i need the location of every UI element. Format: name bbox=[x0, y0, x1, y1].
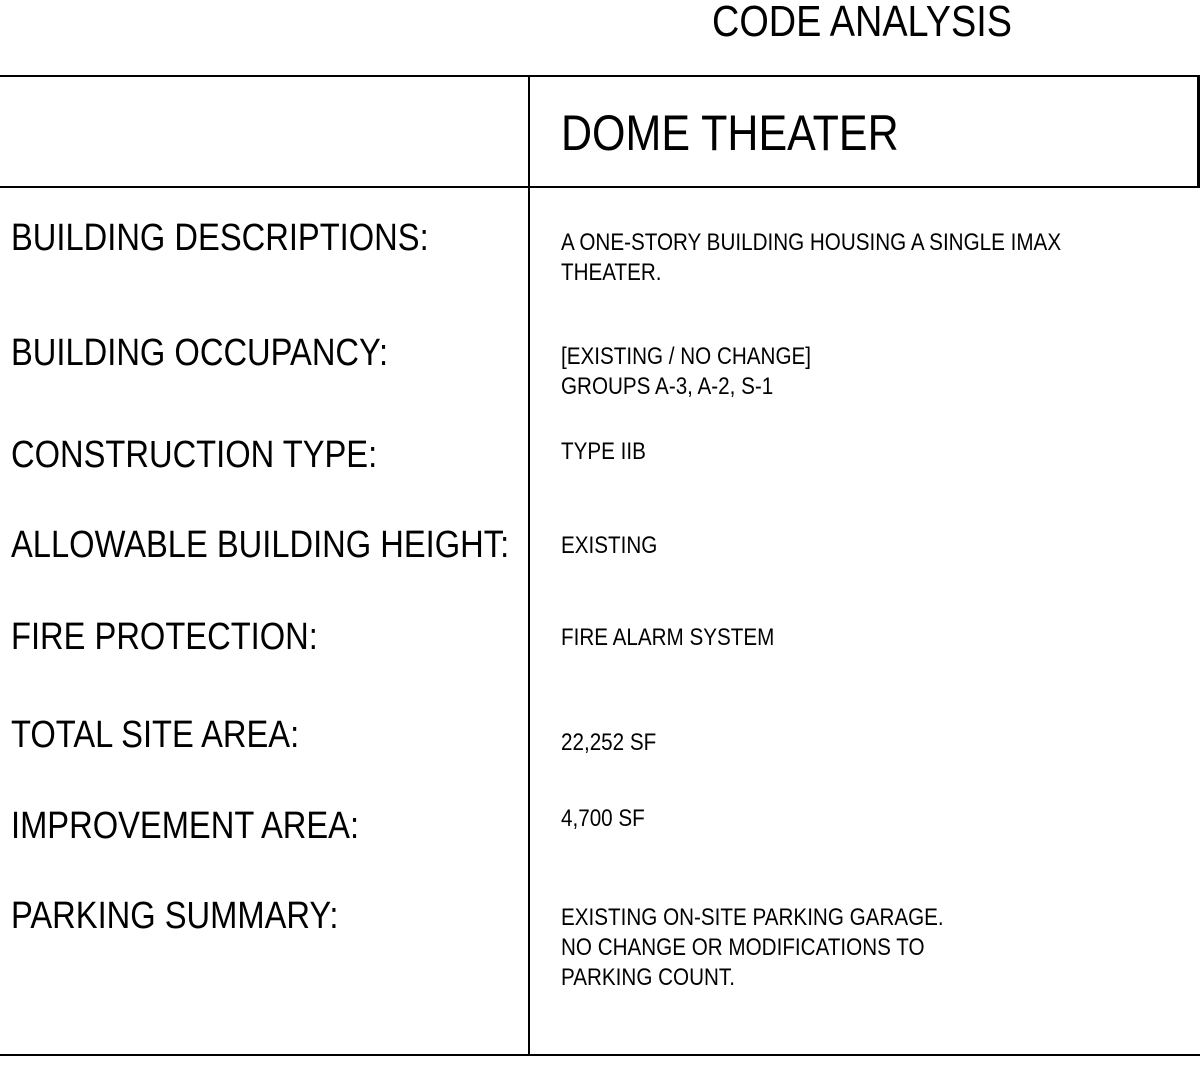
value-parking-summary: EXISTING ON-SITE PARKING GARAGE. NO CHANGE OR MODIFICATIONS TO PARKING COUNT. bbox=[561, 904, 944, 991]
label-fire-protection: FIRE PROTECTION: bbox=[11, 616, 318, 658]
label-parking-summary: PARKING SUMMARY: bbox=[11, 895, 339, 937]
value-building-occupancy: [EXISTING / NO CHANGE] GROUPS A-3, A-2, S-1 bbox=[561, 343, 812, 400]
label-allowable-building-height: ALLOWABLE BUILDING HEIGHT: bbox=[11, 524, 510, 566]
value-building-descriptions: A ONE-STORY BUILDING HOUSING A SINGLE IMAX THEATER. bbox=[561, 229, 1062, 286]
label-construction-type: CONSTRUCTION TYPE: bbox=[11, 434, 378, 476]
value-fire-protection: FIRE ALARM SYSTEM bbox=[561, 624, 775, 651]
value-construction-type: TYPE IIB bbox=[561, 438, 646, 465]
label-building-occupancy: BUILDING OCCUPANCY: bbox=[11, 332, 389, 374]
label-improvement-area: IMPROVEMENT AREA: bbox=[11, 805, 360, 847]
value-total-site-area: 22,252 SF bbox=[561, 729, 657, 756]
label-total-site-area: TOTAL SITE AREA: bbox=[11, 714, 300, 756]
column-divider bbox=[528, 75, 530, 1056]
project-name: DOME THEATER bbox=[561, 105, 899, 161]
value-allowable-building-height: EXISTING bbox=[561, 532, 658, 559]
header-divider bbox=[0, 186, 1200, 188]
page-title: CODE ANALYSIS bbox=[712, 0, 1013, 46]
value-improvement-area: 4,700 SF bbox=[561, 805, 645, 832]
label-building-descriptions: BUILDING DESCRIPTIONS: bbox=[11, 217, 429, 259]
